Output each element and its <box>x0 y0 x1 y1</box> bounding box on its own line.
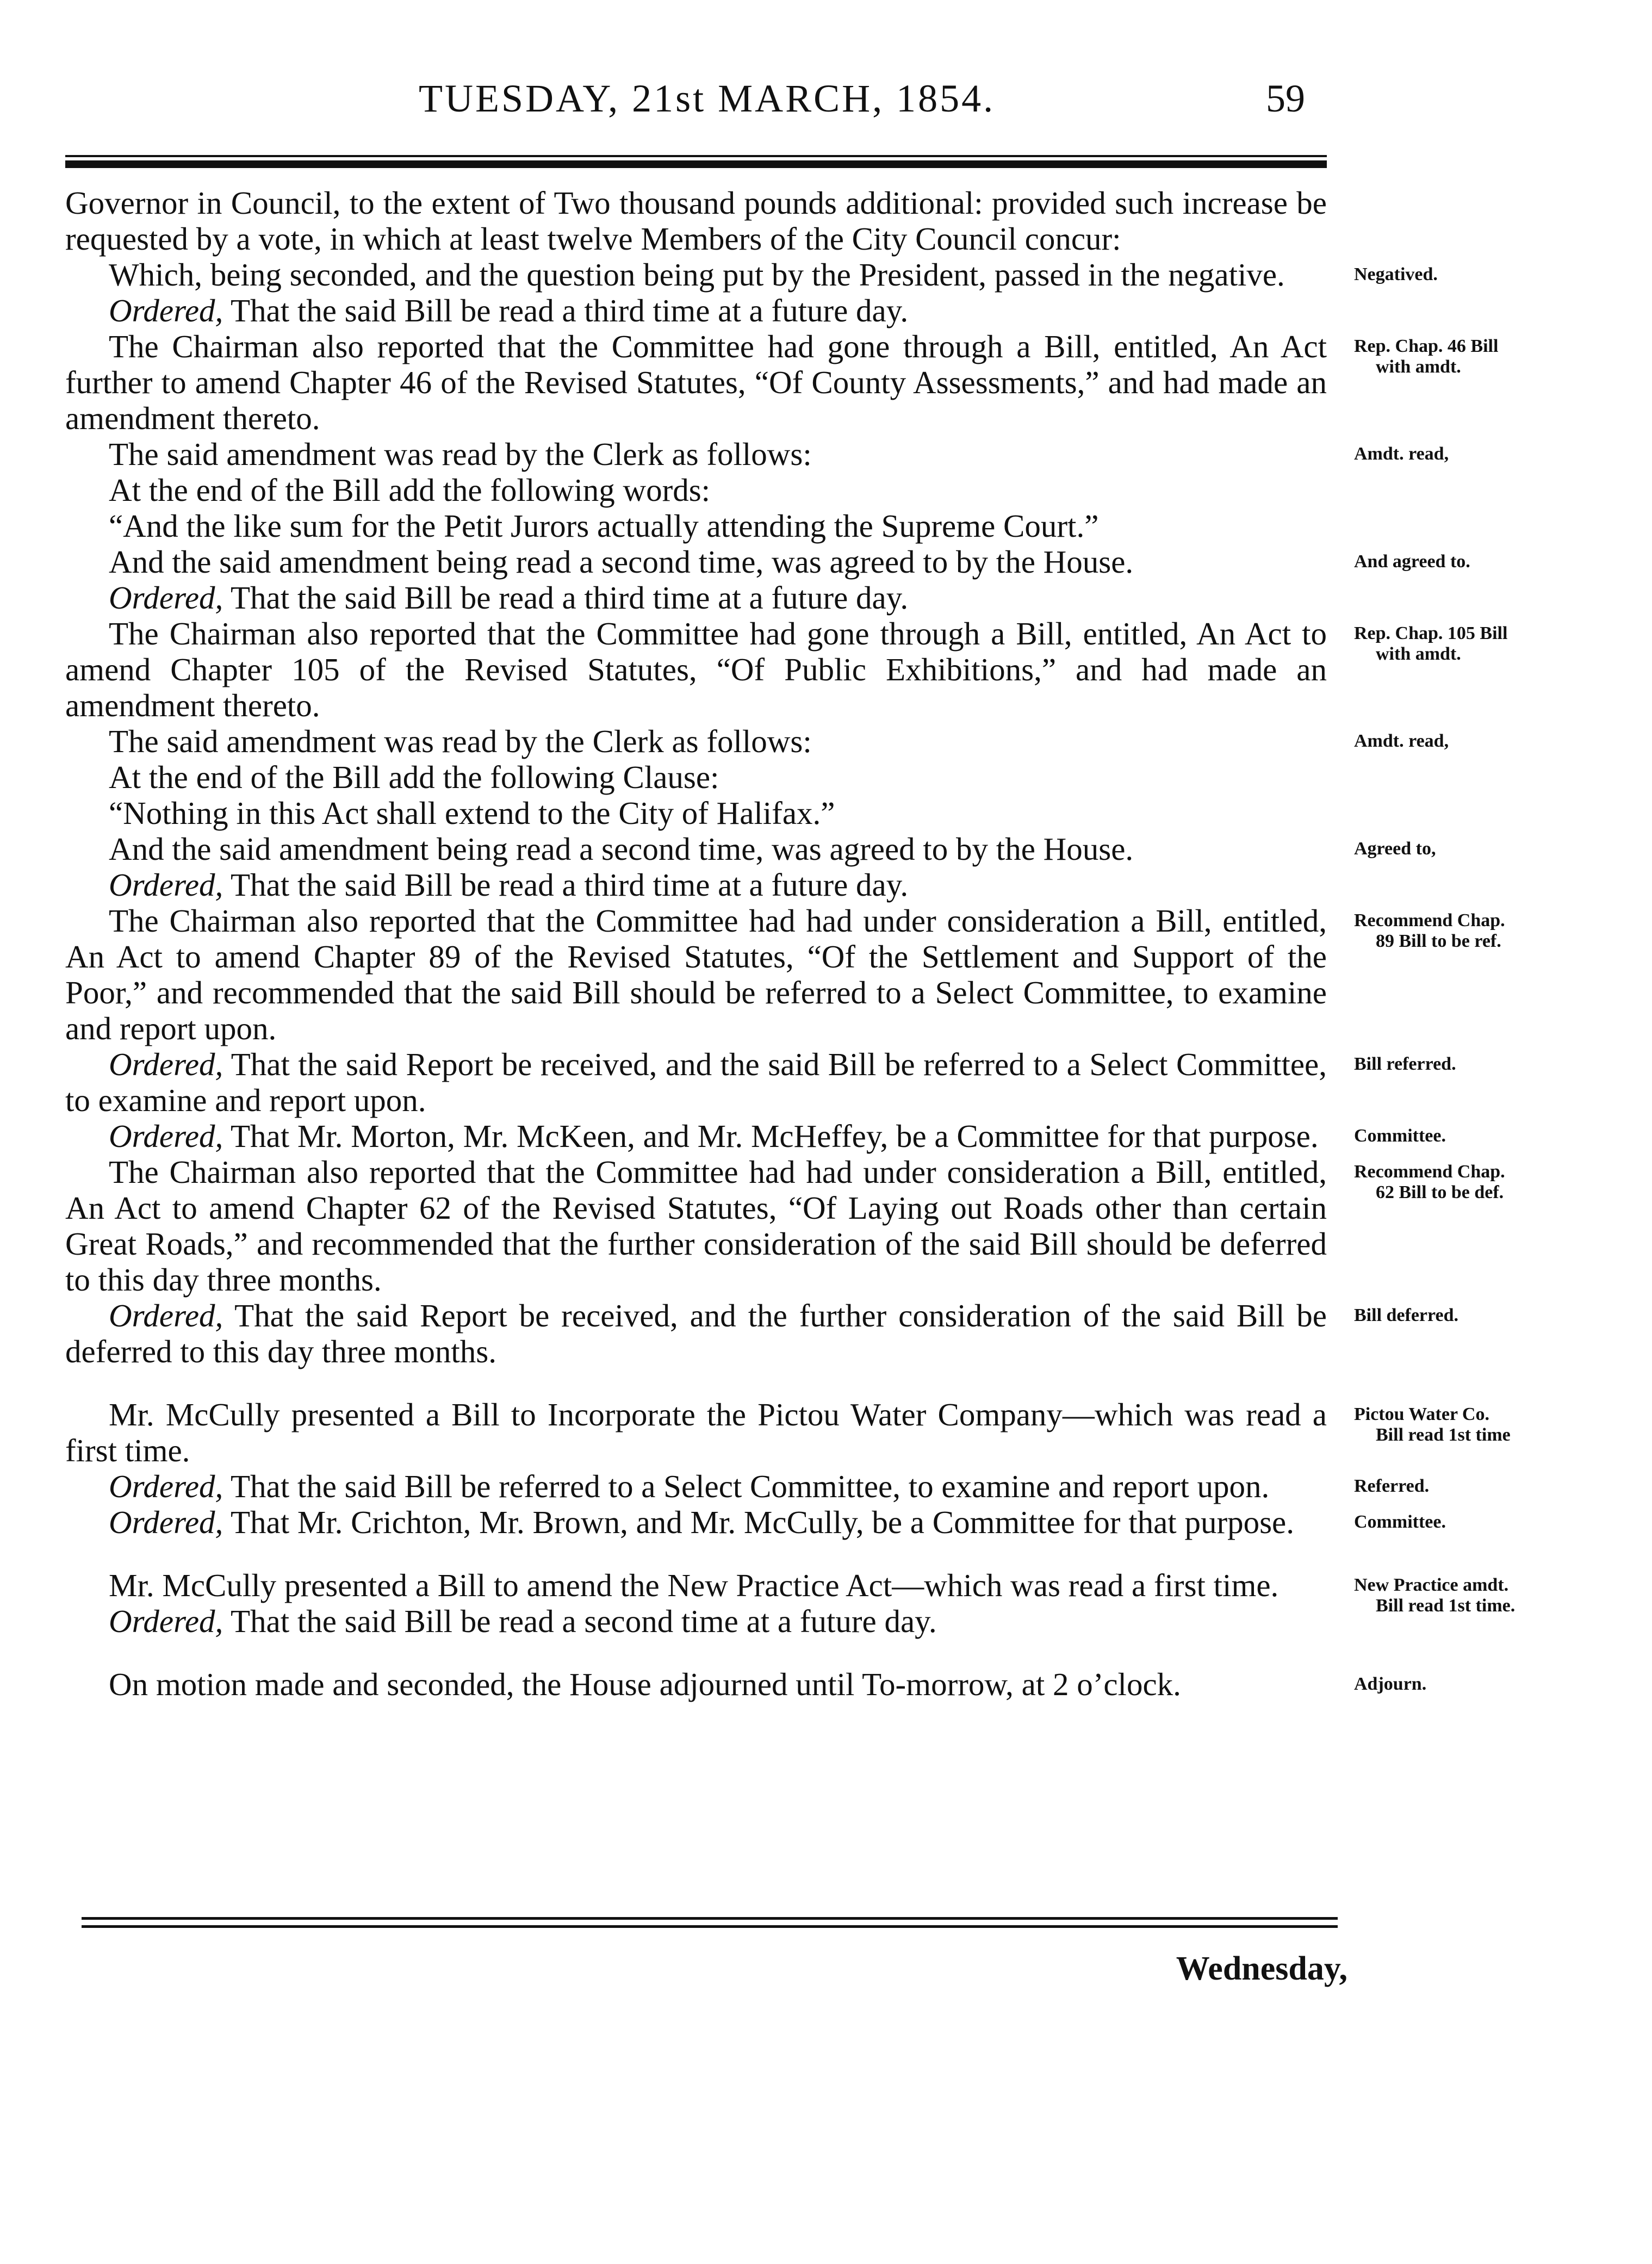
margin-note <box>1354 1126 1604 1146</box>
margin-note-line: Negatived. <box>1354 264 1438 284</box>
margin-note-line: Bill referred. <box>1354 1054 1456 1074</box>
margin-note <box>1354 1476 1604 1497</box>
footer-rule <box>82 1917 1338 1933</box>
margin-note-line: Recommend Chap. <box>1354 910 1505 931</box>
paragraph-text: That the said Bill be read a third time at a future day. <box>223 867 909 903</box>
paragraph-text: At the end of the Bill add the following Clause: <box>109 759 719 795</box>
journal-paragraph <box>65 723 1327 759</box>
journal-paragraph <box>65 1046 1327 1118</box>
margin-note-line: with amdt. <box>1376 357 1461 377</box>
margin-note-line: Amdt. read, <box>1354 444 1449 464</box>
margin-note-line: Referred. <box>1354 1476 1430 1496</box>
journal-paragraph <box>65 1666 1327 1702</box>
journal-paragraph <box>65 436 1327 472</box>
journal-paragraph <box>65 580 1327 616</box>
margin-note <box>1354 1575 1604 1616</box>
margin-note <box>1354 1162 1604 1203</box>
paragraph-text: And the said amendment being read a second time, was agreed to by the House. <box>109 544 1134 580</box>
margin-note <box>1354 264 1604 285</box>
section-gap <box>65 1639 1327 1666</box>
journal-paragraph <box>65 867 1327 903</box>
journal-paragraph <box>65 1154 1327 1298</box>
journal-paragraph <box>65 1603 1327 1639</box>
ordered-prefix: Ordered, <box>109 867 223 903</box>
paragraph-text: That the said Report be received, and the said Bill be referred to a Select Committee, to examine and report upon. <box>65 1046 1327 1118</box>
ordered-prefix: Ordered, <box>109 1603 223 1639</box>
paragraph-text: That the said Bill be read a third time at a future day. <box>223 293 909 328</box>
margin-note-line: 62 Bill to be def. <box>1376 1182 1504 1202</box>
catchword: Wednesday, <box>1176 1950 1347 1987</box>
journal-body <box>65 185 1327 1702</box>
margin-note <box>1354 1674 1604 1695</box>
journal-paragraph <box>65 1298 1327 1369</box>
margin-note <box>1354 1054 1604 1075</box>
paragraph-text: That the said Report be received, and the further consideration of the said Bill be deferred to this day three months. <box>65 1298 1327 1369</box>
journal-paragraph <box>65 544 1327 580</box>
journal-paragraph <box>65 831 1327 867</box>
margin-note <box>1354 444 1604 464</box>
paragraph-text: And the said amendment being read a second time, was agreed to by the House. <box>109 831 1134 867</box>
margin-note-line: Amdt. read, <box>1354 731 1449 751</box>
journal-paragraph <box>65 759 1327 795</box>
paragraph-text: “And the like sum for the Petit Jurors actually attending the Supreme Court.” <box>109 508 1099 544</box>
paragraph-text: Mr. McCully presented a Bill to Incorporate the Pictou Water Company—which was read a first time. <box>65 1397 1327 1468</box>
margin-note-line: Committee. <box>1354 1126 1446 1146</box>
margin-note <box>1354 839 1604 859</box>
section-gap <box>65 1540 1327 1567</box>
section-gap <box>65 1369 1327 1397</box>
margin-note <box>1354 551 1604 572</box>
footer-rule-line <box>82 1917 1338 1920</box>
journal-paragraph <box>65 1468 1327 1504</box>
paragraph-text: That the said Bill be read a third time at a future day. <box>223 580 909 616</box>
margin-note-line: New Practice amdt. <box>1354 1575 1509 1595</box>
ordered-prefix: Ordered, <box>109 1468 223 1504</box>
journal-paragraph <box>65 508 1327 544</box>
margin-note <box>1354 1404 1604 1446</box>
margin-note-line: Recommend Chap. <box>1354 1162 1505 1182</box>
margin-note <box>1354 1512 1604 1533</box>
header-rule-thick <box>65 160 1327 168</box>
paragraph-text: That Mr. Crichton, Mr. Brown, and Mr. McCully, be a Committee for that purpose. <box>223 1504 1294 1540</box>
paragraph-text: “Nothing in this Act shall extend to the City of Halifax.” <box>109 795 835 831</box>
margin-note <box>1354 623 1604 665</box>
journal-paragraph <box>65 616 1327 723</box>
paragraph-text: That the said Bill be read a second time at a future day. <box>223 1603 937 1639</box>
margin-note-line: Pictou Water Co. <box>1354 1404 1489 1424</box>
journal-paragraph <box>65 1567 1327 1603</box>
paragraph-text: The Chairman also reported that the Committee had had under consideration a Bill, entitled, An Act to amend Chapter 62 of the Revised Statutes, “Of Laying out Roads other than certain Great Roads,” and recommended that the further consideration of the said Bill should be deferred to this day three months. <box>65 1154 1327 1298</box>
margin-note-line: with amdt. <box>1376 644 1461 664</box>
journal-paragraph <box>65 472 1327 508</box>
margin-note-line: And agreed to. <box>1354 551 1470 572</box>
paragraph-text: The said amendment was read by the Clerk as follows: <box>109 723 812 759</box>
paragraph-text: On motion made and seconded, the House adjourned until To-morrow, at 2 o’clock. <box>109 1666 1181 1702</box>
margin-note-line: 89 Bill to be ref. <box>1376 931 1501 951</box>
ordered-prefix: Ordered, <box>109 1504 223 1540</box>
paragraph-text: Governor in Council, to the extent of Two thousand pounds additional: provided such increase be requested by a vote, in which at least twelve Members of the City Council concur: <box>65 185 1327 257</box>
ordered-prefix: Ordered, <box>109 1298 223 1333</box>
page-title: TUESDAY, 21st MARCH, 1854. <box>419 77 996 120</box>
header-rule <box>65 155 1327 168</box>
ordered-prefix: Ordered, <box>109 1118 223 1154</box>
margin-note <box>1354 1305 1604 1326</box>
margin-note-line: Rep. Chap. 46 Bill <box>1354 336 1499 356</box>
paragraph-text: That Mr. Morton, Mr. McKeen, and Mr. McHeffey, be a Committee for that purpose. <box>223 1118 1319 1154</box>
ordered-prefix: Ordered, <box>109 1046 223 1082</box>
header-rule-thin <box>65 155 1327 157</box>
journal-paragraph <box>65 795 1327 831</box>
margin-note-line: Committee. <box>1354 1512 1446 1532</box>
paragraph-text: The Chairman also reported that the Committee had gone through a Bill, entitled, An Act to amend Chapter 105 of the Revised Statutes, “Of Public Exhibitions,” and had made an amendment thereto. <box>65 616 1327 723</box>
journal-paragraph <box>65 328 1327 436</box>
paragraph-text: That the said Bill be referred to a Select Committee, to examine and report upon. <box>223 1468 1270 1504</box>
margin-note <box>1354 731 1604 752</box>
margin-note-line: Bill deferred. <box>1354 1305 1458 1325</box>
margin-note <box>1354 336 1604 377</box>
page-number: 59 <box>1266 77 1305 120</box>
margin-note-line: Bill read 1st time <box>1376 1425 1511 1445</box>
ordered-prefix: Ordered, <box>109 293 223 328</box>
margin-note-line: Rep. Chap. 105 Bill <box>1354 623 1508 643</box>
journal-paragraph <box>65 257 1327 293</box>
journal-paragraph <box>65 1397 1327 1468</box>
journal-paragraph <box>65 1118 1327 1154</box>
paragraph-text: The Chairman also reported that the Committee had had under consideration a Bill, entitled, An Act to amend Chapter 89 of the Revised Statutes, “Of the Settlement and Support of the Poor,” and recommended that the said Bill should be referred to a Select Committee, to examine and report upon. <box>65 903 1327 1046</box>
page-header <box>65 76 1327 136</box>
paragraph-text: At the end of the Bill add the following words: <box>109 472 711 508</box>
paragraph-text: Mr. McCully presented a Bill to amend the New Practice Act—which was read a first time. <box>109 1567 1279 1603</box>
paragraph-text: The Chairman also reported that the Committee had gone through a Bill, entitled, An Act further to amend Chapter 46 of the Revised Statutes, “Of County Assessments,” and had made an amendment thereto. <box>65 328 1327 436</box>
journal-paragraph <box>65 293 1327 328</box>
paragraph-text: Which, being seconded, and the question being put by the President, passed in the negative. <box>109 257 1285 293</box>
margin-note-line: Agreed to, <box>1354 839 1436 859</box>
journal-paragraph <box>65 1504 1327 1540</box>
journal-paragraph <box>65 903 1327 1046</box>
margin-note-line: Adjourn. <box>1354 1674 1427 1694</box>
margin-note <box>1354 910 1604 952</box>
journal-paragraph <box>65 185 1327 257</box>
ordered-prefix: Ordered, <box>109 580 223 616</box>
margin-note-line: Bill read 1st time. <box>1376 1596 1516 1616</box>
paragraph-text: The said amendment was read by the Clerk as follows: <box>109 436 812 472</box>
footer-rule-line <box>82 1925 1338 1928</box>
